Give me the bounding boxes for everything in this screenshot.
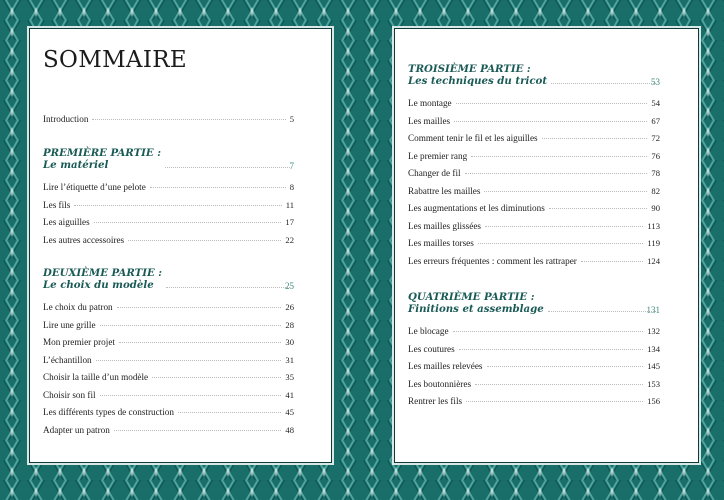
toc-entry-label: Les différents types de construction — [43, 407, 174, 417]
toc-entry-label: Les fils — [43, 199, 71, 210]
toc-entry-page: 90 — [651, 203, 660, 213]
toc-entry-label: Le premier rang — [408, 150, 468, 161]
toc-leader — [478, 243, 644, 244]
toc-entry-label: Comment tenir le fil et les aiguilles — [408, 133, 538, 143]
page-title: SOMMAIRE — [43, 47, 187, 73]
toc-entry[interactable] — [408, 326, 660, 344]
toc-entry-page: 76 — [651, 150, 660, 161]
toc-entry-label: Les mailles torses — [408, 238, 474, 248]
toc-leader — [485, 226, 643, 227]
toc-entry-page: 26 — [285, 302, 294, 312]
toc-entry-label: Le choix du patron — [43, 302, 113, 312]
part-heading-page: 53 — [651, 77, 660, 87]
toc-leader — [117, 307, 282, 308]
toc-leader — [178, 412, 281, 413]
toc-entry-page: 22 — [285, 234, 294, 245]
toc-entry-page: 82 — [651, 185, 660, 196]
toc-entry[interactable] — [408, 186, 660, 204]
toc-entry-page: 31 — [285, 354, 294, 365]
toc-leader — [475, 384, 643, 385]
toc-leader — [549, 208, 648, 209]
toc-entry-page: 30 — [285, 337, 294, 347]
toc-leader — [465, 173, 648, 174]
part-heading-line1: PREMIÈRE PARTIE : — [43, 147, 162, 159]
toc-entry-label: Lire une grille — [43, 319, 96, 330]
toc-leader — [152, 377, 281, 378]
toc-entry-label: Les erreurs fréquentes : comment les rattraper — [408, 255, 577, 266]
toc-leader — [456, 103, 648, 104]
toc-entry[interactable] — [43, 320, 294, 338]
part-heading-page: 7 — [289, 161, 294, 171]
toc-entry-page: 17 — [285, 217, 294, 227]
toc-entry-label: Introduction — [43, 114, 89, 124]
toc-leader — [453, 331, 644, 332]
toc-part-1 — [43, 147, 294, 252]
toc-entry[interactable] — [408, 168, 660, 186]
toc-entry[interactable] — [43, 337, 294, 355]
toc-entry[interactable] — [408, 256, 660, 274]
toc-entry[interactable] — [43, 182, 294, 200]
toc-leader — [100, 325, 282, 326]
toc-entry-page: 11 — [285, 199, 294, 210]
toc-leader — [487, 366, 644, 367]
part-heading[interactable] — [408, 291, 660, 315]
toc-entry-page: 153 — [647, 378, 660, 389]
toc-entry-page: 35 — [285, 372, 294, 382]
toc-leader — [94, 222, 282, 223]
toc-entry[interactable] — [43, 407, 294, 425]
toc-entry-page: 41 — [285, 389, 294, 400]
toc-leader — [542, 138, 648, 139]
toc-entry-label: Mon premier projet — [43, 337, 115, 347]
toc-entry-page: 78 — [651, 168, 660, 178]
toc-entry-page: 145 — [647, 361, 660, 371]
toc-leader — [119, 342, 281, 343]
part-heading-line2: Le choix du modèle — [43, 279, 154, 291]
toc-entry-label: Les mailles glissées — [408, 220, 481, 231]
toc-entry-label: Rabattre les mailles — [408, 185, 481, 196]
toc-intro — [43, 114, 294, 132]
toc-entry-page: 132 — [647, 326, 660, 336]
toc-entry-label: Les augmentations et les diminutions — [408, 203, 545, 213]
toc-entry[interactable] — [408, 203, 660, 221]
toc-part-2 — [43, 267, 294, 442]
toc-entry[interactable] — [408, 221, 660, 239]
part-heading[interactable] — [408, 63, 660, 87]
toc-leader — [471, 156, 647, 157]
toc-entry-label: Choisir la taille d’un modèle — [43, 372, 149, 382]
toc-entry-label: Lire l’étiquette d’une pelote — [43, 182, 146, 192]
toc-leader — [96, 360, 282, 361]
toc-entry-page: 28 — [285, 319, 294, 330]
part-heading[interactable] — [43, 267, 294, 291]
toc-entry[interactable] — [408, 116, 660, 134]
toc-leader — [165, 167, 290, 168]
toc-entry[interactable] — [408, 98, 660, 116]
toc-leader — [114, 430, 282, 431]
toc-entry-label: Choisir son fil — [43, 389, 96, 400]
toc-leader — [128, 240, 281, 241]
toc-entry[interactable] — [408, 238, 660, 256]
toc-leader — [466, 401, 643, 402]
right-page — [394, 28, 699, 463]
toc-entry[interactable] — [43, 217, 294, 235]
toc-leader — [100, 395, 282, 396]
part-heading-line1: TROISIÈME PARTIE : — [408, 63, 531, 75]
part-heading[interactable] — [43, 147, 294, 171]
toc-entry-label: Rentrer les fils — [408, 396, 463, 406]
toc-leader — [459, 349, 643, 350]
toc-entry[interactable] — [43, 200, 294, 218]
toc-entry[interactable] — [43, 425, 294, 443]
part-heading-line2: Le matériel — [43, 159, 109, 171]
part-heading-line2: Finitions et assemblage — [408, 303, 544, 315]
toc-entry-label: Les mailles — [408, 115, 451, 126]
toc-entry[interactable] — [408, 151, 660, 169]
toc-entry-page: 134 — [647, 343, 660, 354]
toc-entry[interactable] — [43, 235, 294, 253]
toc-entry-label: Les boutonnières — [408, 378, 472, 389]
toc-entry-page: 156 — [647, 396, 660, 406]
toc-entry-label: Le montage — [408, 98, 452, 108]
toc-entry-label: Les coutures — [408, 343, 455, 354]
toc-entry[interactable] — [43, 302, 294, 320]
toc-leader — [166, 287, 290, 288]
toc-entry[interactable] — [408, 133, 660, 151]
toc-entry-label: Changer de fil — [408, 168, 461, 178]
toc-leader — [74, 205, 281, 206]
part-heading-page: 131 — [646, 305, 660, 315]
toc-entry[interactable] — [43, 390, 294, 408]
toc-leader — [581, 261, 643, 262]
part-heading-line1: DEUXIÈME PARTIE : — [43, 267, 163, 279]
toc-entry-label: Le blocage — [408, 326, 449, 336]
toc-entry-page: 124 — [647, 255, 660, 266]
toc-entry[interactable] — [408, 344, 660, 362]
toc-entry-label: Adapter un patron — [43, 424, 110, 435]
toc-leader — [484, 191, 647, 192]
toc-entry-page: 67 — [651, 115, 660, 126]
toc-entry-label: Les aiguilles — [43, 217, 90, 227]
toc-entry-page: 8 — [289, 182, 294, 192]
toc-entry[interactable] — [408, 396, 660, 414]
toc-part-4 — [408, 291, 660, 414]
toc-leader — [548, 311, 656, 312]
toc-entry-label: Les mailles relevées — [408, 361, 483, 371]
toc-entry[interactable] — [408, 379, 660, 397]
left-page — [29, 28, 332, 463]
toc-entry-page: 54 — [651, 98, 660, 108]
toc-entry[interactable] — [408, 361, 660, 379]
toc-entry-page: 119 — [647, 238, 660, 248]
part-heading-line1: QUATRIÈME PARTIE : — [408, 291, 535, 303]
toc-entry-page: 45 — [285, 407, 294, 417]
toc-entry[interactable] — [43, 114, 294, 132]
toc-entry-page: 5 — [289, 114, 294, 124]
toc-leader — [551, 83, 656, 84]
toc-entry[interactable] — [43, 355, 294, 373]
toc-leader — [150, 187, 286, 188]
toc-entry[interactable] — [43, 372, 294, 390]
toc-entry-page: 72 — [651, 133, 660, 143]
toc-entry-label: Les autres accessoires — [43, 234, 125, 245]
toc-part-3 — [408, 63, 660, 273]
part-heading-page: 25 — [285, 281, 294, 291]
toc-entry-label: L’échantillon — [43, 354, 92, 365]
toc-leader — [454, 121, 647, 122]
toc-leader — [92, 119, 285, 120]
toc-entry-page: 113 — [647, 220, 660, 231]
toc-entry-page: 48 — [285, 424, 294, 435]
part-heading-line2: Les techniques du tricot — [408, 75, 548, 87]
